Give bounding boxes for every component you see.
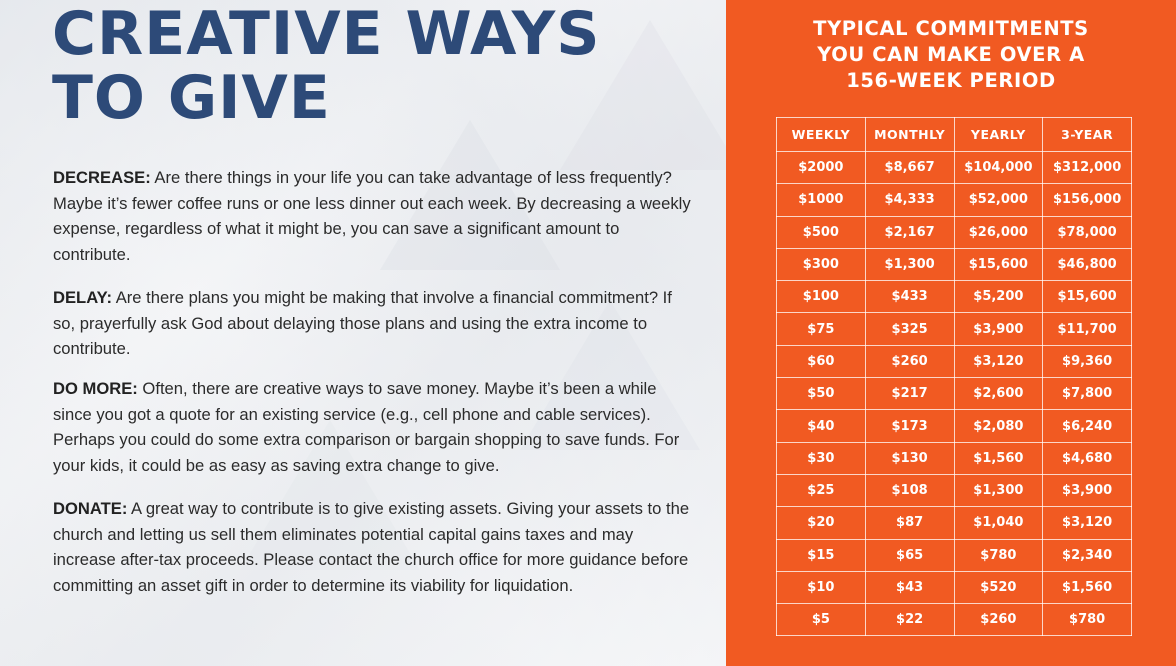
cell-3-year: $2,340 <box>1043 539 1132 571</box>
page-title <box>52 0 601 133</box>
table-row <box>777 474 1132 506</box>
cell-weekly: $60 <box>777 345 866 377</box>
cell-monthly: $217 <box>865 378 954 410</box>
cell-monthly: $325 <box>865 313 954 345</box>
cell-monthly: $2,167 <box>865 216 954 248</box>
cell-3-year: $6,240 <box>1043 410 1132 442</box>
cell-3-year: $78,000 <box>1043 216 1132 248</box>
column-header-3-year: 3-YEAR <box>1043 118 1132 152</box>
table-row <box>777 442 1132 474</box>
cell-monthly: $4,333 <box>865 184 954 216</box>
column-header-yearly: YEARLY <box>954 118 1043 152</box>
table-row <box>777 216 1132 248</box>
cell-yearly: $1,300 <box>954 474 1043 506</box>
cell-yearly: $2,600 <box>954 378 1043 410</box>
section-donate <box>53 496 693 599</box>
cell-yearly: $3,120 <box>954 345 1043 377</box>
table-row <box>777 378 1132 410</box>
heading-line-2: YOU CAN MAKE OVER A <box>817 43 1085 66</box>
cell-yearly: $3,900 <box>954 313 1043 345</box>
section-text: Are there things in your life you can take advantage of less frequently? Maybe it’s fewer coffee runs or one less dinner out each week. By decreasing a weekly expense, regardless of what it might be, you can save a significant amount to contribute. <box>53 168 691 265</box>
cell-monthly: $130 <box>865 442 954 474</box>
cell-monthly: $108 <box>865 474 954 506</box>
cell-monthly: $43 <box>865 571 954 603</box>
title-line-2: TO GIVE <box>52 63 331 133</box>
cell-weekly: $10 <box>777 571 866 603</box>
cell-3-year: $4,680 <box>1043 442 1132 474</box>
cell-monthly: $433 <box>865 281 954 313</box>
cell-yearly: $2,080 <box>954 410 1043 442</box>
table-row <box>777 345 1132 377</box>
table-row <box>777 313 1132 345</box>
cell-monthly: $173 <box>865 410 954 442</box>
section-decrease <box>53 165 693 268</box>
cell-3-year: $9,360 <box>1043 345 1132 377</box>
cell-yearly: $104,000 <box>954 152 1043 184</box>
section-heading: DO MORE: <box>53 379 138 398</box>
cell-weekly: $1000 <box>777 184 866 216</box>
section-heading: DECREASE: <box>53 168 151 187</box>
cell-yearly: $1,560 <box>954 442 1043 474</box>
cell-3-year: $3,120 <box>1043 507 1132 539</box>
cell-yearly: $52,000 <box>954 184 1043 216</box>
cell-weekly: $20 <box>777 507 866 539</box>
table-row <box>777 604 1132 636</box>
cell-yearly: $15,600 <box>954 248 1043 280</box>
cell-weekly: $100 <box>777 281 866 313</box>
column-header-monthly: MONTHLY <box>865 118 954 152</box>
cell-weekly: $25 <box>777 474 866 506</box>
table-row <box>777 539 1132 571</box>
cell-3-year: $15,600 <box>1043 281 1132 313</box>
table-header-row <box>777 118 1132 152</box>
cell-monthly: $1,300 <box>865 248 954 280</box>
section-text: Often, there are creative ways to save money. Maybe it’s been a while since you got a quote for an existing service (e.g., cell phone and cable services). Perhaps you could do some extra comparison or bargain shopping to save funds. For your kids, it could be as easy as saving extra change to give. <box>53 379 680 476</box>
cell-weekly: $75 <box>777 313 866 345</box>
cell-weekly: $300 <box>777 248 866 280</box>
cell-3-year: $46,800 <box>1043 248 1132 280</box>
table-body <box>777 152 1132 636</box>
cell-weekly: $2000 <box>777 152 866 184</box>
cell-monthly: $22 <box>865 604 954 636</box>
commitments-heading <box>726 16 1176 94</box>
cell-yearly: $260 <box>954 604 1043 636</box>
column-header-weekly: WEEKLY <box>777 118 866 152</box>
cell-weekly: $500 <box>777 216 866 248</box>
cell-monthly: $8,667 <box>865 152 954 184</box>
cell-weekly: $5 <box>777 604 866 636</box>
section-text: Are there plans you might be making that involve a financial commitment? If so, prayerfully ask God about delaying those plans and using the extra income to contribute. <box>53 288 672 359</box>
cell-yearly: $520 <box>954 571 1043 603</box>
section-heading: DELAY: <box>53 288 113 307</box>
cell-3-year: $156,000 <box>1043 184 1132 216</box>
section-text: A great way to contribute is to give existing assets. Giving your assets to the church and letting us sell them eliminates potential capital gains taxes and may increase after-tax proceeds. Please contact the church office for more guidance before committing an asset gift in order to determine its viability for liquidation. <box>53 499 690 596</box>
section-delay <box>53 285 693 362</box>
cell-monthly: $260 <box>865 345 954 377</box>
cell-3-year: $780 <box>1043 604 1132 636</box>
cell-3-year: $3,900 <box>1043 474 1132 506</box>
cell-yearly: $26,000 <box>954 216 1043 248</box>
cell-3-year: $1,560 <box>1043 571 1132 603</box>
cell-3-year: $11,700 <box>1043 313 1132 345</box>
cell-weekly: $50 <box>777 378 866 410</box>
cell-3-year: $312,000 <box>1043 152 1132 184</box>
table-row <box>777 248 1132 280</box>
commitments-panel <box>726 0 1176 666</box>
table-row <box>777 410 1132 442</box>
commitments-table <box>776 117 1132 636</box>
cell-weekly: $30 <box>777 442 866 474</box>
cell-weekly: $15 <box>777 539 866 571</box>
table-row <box>777 571 1132 603</box>
cell-yearly: $1,040 <box>954 507 1043 539</box>
cell-3-year: $7,800 <box>1043 378 1132 410</box>
cell-weekly: $40 <box>777 410 866 442</box>
section-do-more <box>53 376 693 479</box>
heading-line-3: 156-WEEK PERIOD <box>846 69 1056 92</box>
title-line-1: CREATIVE WAYS <box>52 0 601 69</box>
table-row <box>777 152 1132 184</box>
table-row <box>777 507 1132 539</box>
cell-monthly: $87 <box>865 507 954 539</box>
cell-monthly: $65 <box>865 539 954 571</box>
section-heading: DONATE: <box>53 499 128 518</box>
table-row <box>777 281 1132 313</box>
cell-yearly: $5,200 <box>954 281 1043 313</box>
cell-yearly: $780 <box>954 539 1043 571</box>
table-row <box>777 184 1132 216</box>
heading-line-1: TYPICAL COMMITMENTS <box>813 17 1089 40</box>
